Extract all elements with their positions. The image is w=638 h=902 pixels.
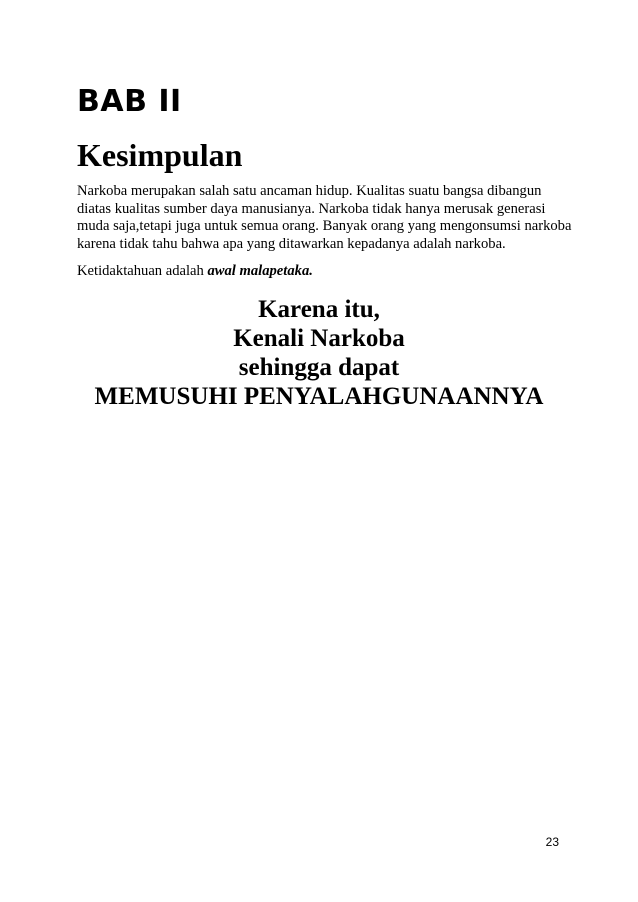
- closing-line-3: sehingga dapat: [238, 354, 400, 381]
- body-paragraph: Narkoba merupakan salah satu ancaman hidup. Kualitas suatu bangsa dibangun diatas kualitas sumber daya manusianya. Narkoba tidak hanya merusak generasi muda saja,tetapi juga untuk semua orang. Banyak orang yang mengonsumsi narkoba karena tidak tahu bahwa apa yang ditawarkan kepadanya adalah narkoba.: [77, 183, 572, 252]
- section-title: Kesimpulan: [77, 137, 243, 173]
- statement-line: [77, 263, 313, 281]
- closing-line-4: MEMUSUHI PENYALAHGUNAANNYA: [94, 383, 544, 410]
- page-number: 23: [545, 835, 559, 849]
- closing-line-2: Kenali Narkoba: [233, 325, 405, 352]
- closing-line-1: Karena itu,: [258, 296, 380, 323]
- statement-prefix: Ketidaktahuan adalah: [77, 263, 208, 279]
- chapter-heading: BAB II: [77, 84, 182, 119]
- statement-emphasis: awal malapetaka.: [207, 263, 313, 279]
- closing-message: [0, 295, 638, 411]
